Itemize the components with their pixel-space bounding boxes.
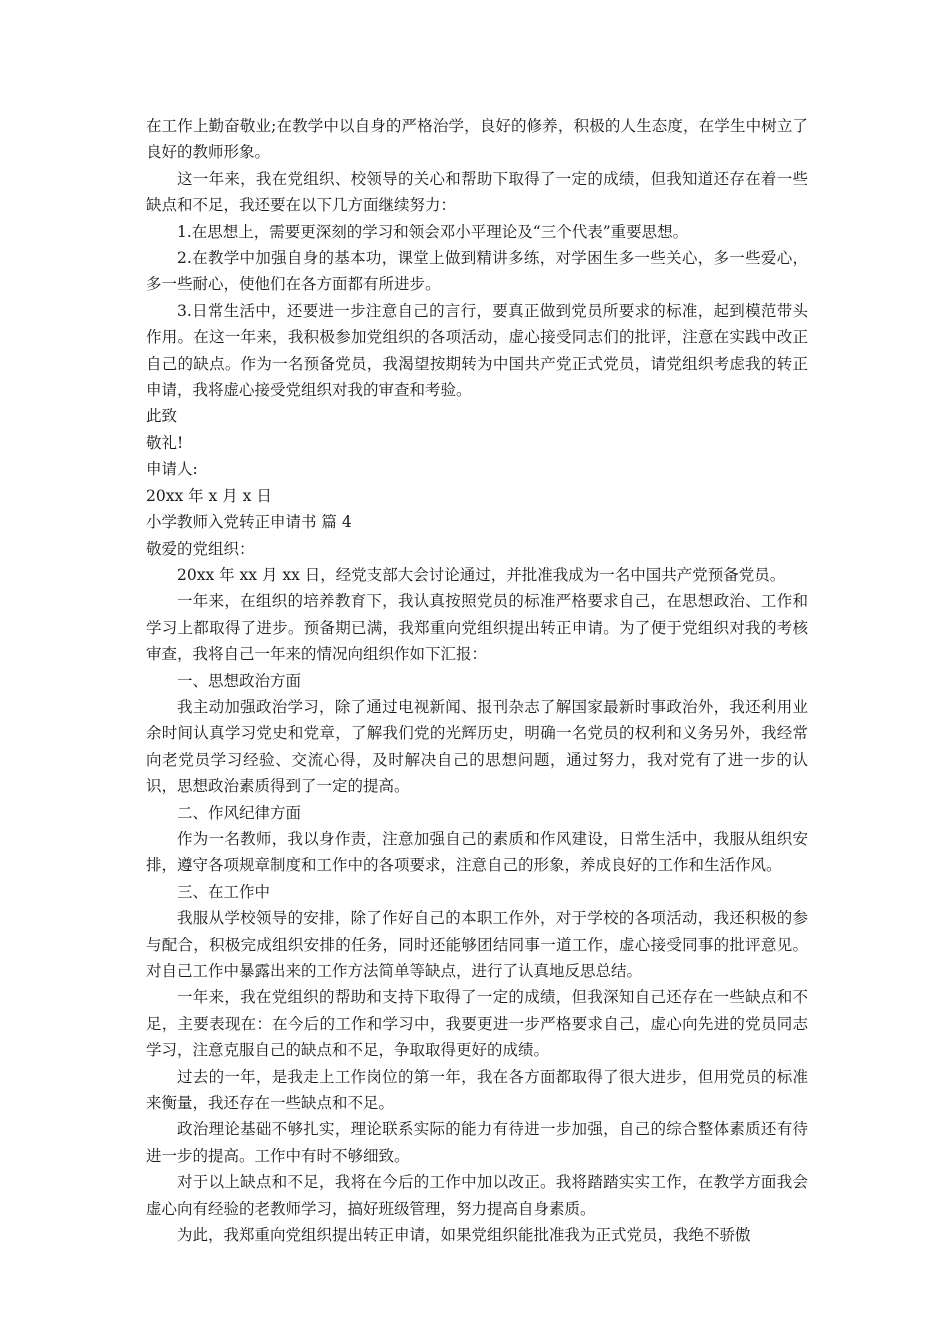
paragraph: 一年来，在组织的培养教育下，我认真按照党员的标准严格要求自己，在思想政治、工作和学习上都取得了进步。预备期已满，我郑重向党组织提出转正申请。为了便于党组织对我的考核审查，我将自己一年来的情况向组织作如下汇报：: [146, 592, 808, 664]
paragraph: 在工作上勤奋敬业;在教学中以自身的严格治学，良好的修养，积极的人生态度，在学生中树立了良好的教师形象。: [146, 117, 808, 162]
paragraph: 我主动加强政治学习，除了通过电视新闻、报刊杂志了解国家最新时事政治外，我还利用业余时间认真学习党史和党章，了解我们党的光辉历史，明确一名党员的权利和义务另外，我经常向老党员学习经验、交流心得，及时解决自己的思想问题，通过努力，我对党有了进一步的认识，思想政治素质得到了一定的提高。: [146, 697, 808, 796]
paragraph: 为此，我郑重向党组织提出转正申请，如果党组织能批准我为正式党员，我绝不骄傲: [177, 1226, 751, 1245]
list-item: 1.在思想上，需要更深刻的学习和领会邓小平理论及“三个代表”重要思想。: [177, 222, 689, 241]
paragraph: 对于以上缺点和不足，我将在今后的工作中加以改正。我将踏踏实实工作，在教学方面我会虚心向有经验的老教师学习，搞好班级管理，努力提高自身素质。: [146, 1173, 808, 1218]
paragraph: 我服从学校领导的安排，除了作好自己的本职工作外，对于学校的各项活动，我还积极的参与配合，积极完成组织安排的任务，同时还能够团结同事一道工作，虚心接受同事的批评意见。对自己工作中暴露出来的工作方法简单等缺点，进行了认真地反思总结。: [146, 909, 808, 980]
section-title: 小学教师入党转正申请书 篇 4: [146, 513, 352, 532]
document-page: [146, 113, 808, 1248]
paragraph: 政治理论基础不够扎实，理论联系实际的能力有待进一步加强，自己的综合整体素质还有待进一步的提高。工作中有时不够细致。: [146, 1120, 808, 1165]
paragraph: 作为一名教师，我以身作责，注意加强自己的素质和作风建设，日常生活中，我服从组织安排，遵守各项规章制度和工作中的各项要求，注意自己的形象，养成良好的工作和生活作风。: [146, 829, 808, 875]
date-line: 20xx 年 x 月 x 日: [146, 486, 272, 505]
paragraph: 这一年来，我在党组织、校领导的关心和帮助下取得了一定的成绩，但我知道还存在着一些缺点和不足，我还要在以下几方面继续努力：: [146, 169, 808, 215]
section-heading: 一、思想政治方面: [177, 671, 302, 690]
list-item: 3.日常生活中，还要进一步注意自己的言行，要真正做到党员所要求的标准，起到模范带头作用。在这一年来，我积极参加党组织的各项活动，虚心接受同志们的批评，注意在实践中改正自己的缺点。作为一名预备党员，我渴望按期转为中国共产党正式党员，请党组织考虑我的转正申请，我将虚心接受党组织对我的审查和考验。: [146, 301, 808, 400]
paragraph: 过去的一年，是我走上工作岗位的第一年，我在各方面都取得了很大进步，但用党员的标准来衡量，我还存在一些缺点和不足。: [146, 1067, 808, 1113]
section-heading: 二、作风纪律方面: [177, 803, 302, 822]
section-heading: 三、在工作中: [177, 882, 271, 901]
applicant-label: 申请人:: [146, 460, 198, 479]
paragraph: 一年来，我在党组织的帮助和支持下取得了一定的成绩，但我深知自己还存在一些缺点和不足，主要表现在：在今后的工作和学习中，我要更进一步严格要求自己，虚心向先进的党员同志学习，注意克服自己的缺点和不足，争取取得更好的成绩。: [146, 988, 808, 1060]
closing-salutation: 此致: [146, 407, 178, 426]
list-item: 2.在教学中加强自身的基本功，课堂上做到精讲多练，对学困生多一些关心，多一些爱心，多一些耐心，使他们在各方面都有所进步。: [146, 249, 808, 294]
closing-regards: 敬礼!: [146, 433, 184, 452]
greeting: 敬爱的党组织：: [146, 539, 255, 558]
paragraph: 20xx 年 xx 月 xx 日，经党支部大会讨论通过，并批准我成为一名中国共产党预备党员。: [177, 565, 786, 584]
